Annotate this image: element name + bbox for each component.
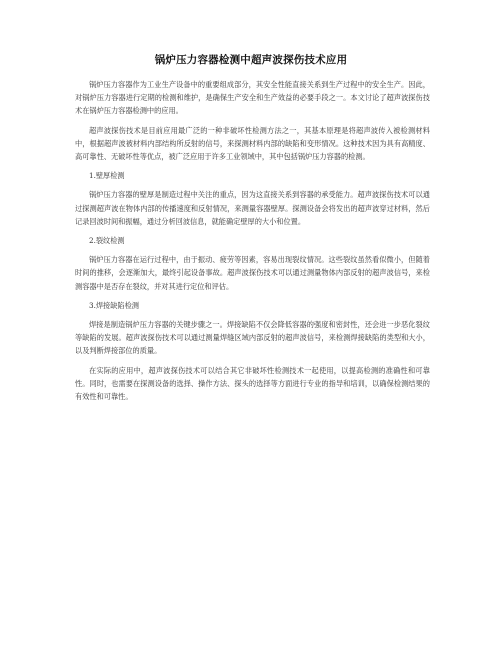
section-heading-weld-defects: 3.焊接缺陷检测 bbox=[89, 300, 139, 310]
weld-defects-paragraph: 焊接是制造锅炉压力容器的关键步骤之一。焊接缺陷不仅会降低容器的强度和密封性，还会进一步恶化裂纹等缺陷的发展。超声波探伤技术可以通过测量焊缝区域内部反射的超声波信号，来检测焊接缺陷的类型和大小，以及判断焊接部位的质量。 bbox=[75, 320, 430, 356]
section-heading-crack-detection: 2.裂纹检测 bbox=[89, 236, 125, 246]
document-body bbox=[75, 78, 430, 409]
section-heading-wall-thickness: 1.壁厚检测 bbox=[89, 171, 125, 181]
principle-paragraph: 超声波探伤技术是目前应用最广泛的一种非破坏性检测方法之一，其基本原理是将超声波传入被检测材料中，根据超声波被材料内部结构所反射的信号，来探测材料内部的缺陷和变形情况。这种技术因为具有高精度、高可靠性、无破坏性等优点，被广泛应用于许多工业领域中，其中包括锅炉压力容器的检测。 bbox=[75, 125, 430, 162]
wall-thickness-paragraph: 锅炉压力容器的壁厚是制造过程中关注的重点，因为这直接关系到容器的承受能力。超声波探伤技术可以通过探测超声波在物体内部的传播速度和反射情况，来测量容器壁厚。探测设备会将发出的超声波穿过材料，然后记录回波时间和振幅，通过分析回波信息，就能确定壁厚的大小和位置。 bbox=[75, 190, 430, 226]
intro-paragraph: 锅炉压力容器作为工业生产设备中的重要组成部分，其安全性能直接关系到生产过程中的安全生产。因此，对锅炉压力容器进行定期的检测和维护，是确保生产安全和生产效益的必要手段之一。本文讨论了超声波探伤技术在锅炉压力容器检测中的应用。 bbox=[75, 80, 430, 116]
crack-detection-paragraph: 锅炉压力容器在运行过程中，由于振动、疲劳等因素，容易出现裂纹情况。这些裂纹虽然看似微小，但随着时间的推移，会逐渐加大，最终引起设备事故。超声波探伤技术可以通过测量物体内部反射的超声波信号，来检测容器中是否存在裂纹，并对其进行定位和评估。 bbox=[75, 255, 430, 291]
document-title: 锅炉压力容器检测中超声波探伤技术应用 bbox=[154, 54, 348, 66]
conclusion-paragraph: 在实际的应用中，超声波探伤技术可以结合其它非破坏性检测技术一起使用，以提高检测的准确性和可靠性。同时，也需要在探测设备的选择、操作方法、探头的选择等方面进行专业的指导和培训，以确保检测结果的有效性和可靠性。 bbox=[75, 365, 430, 402]
